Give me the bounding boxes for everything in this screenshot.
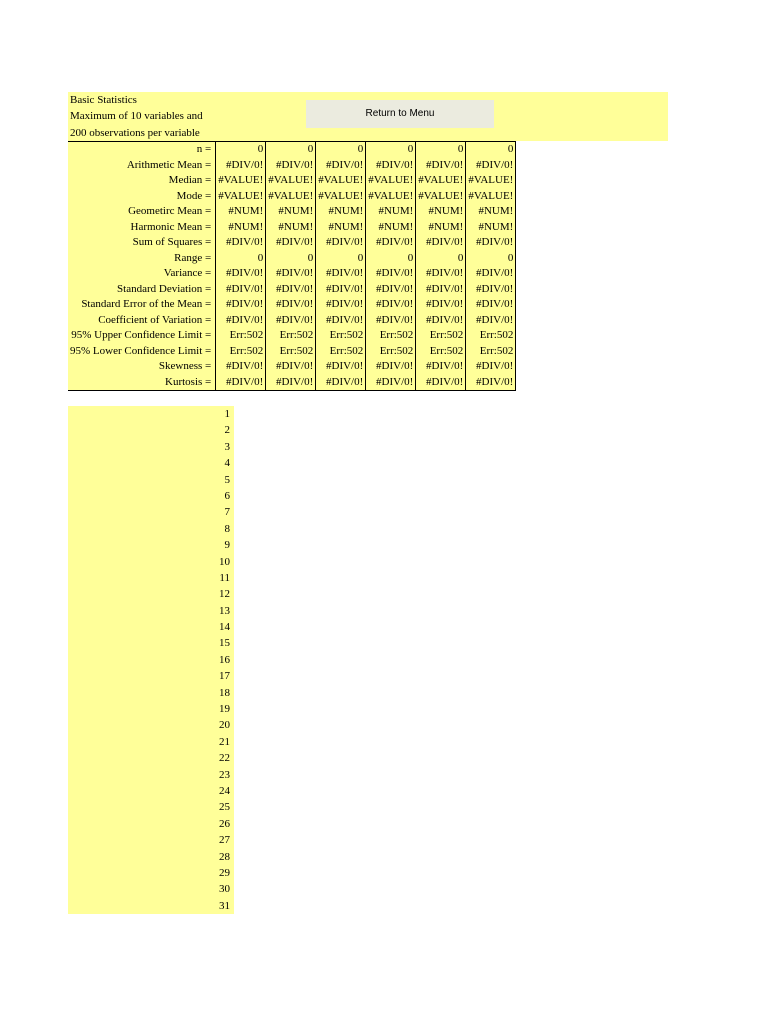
stat-value-cell[interactable]: #DIV/0! — [416, 359, 466, 375]
stat-value-cell[interactable]: #DIV/0! — [266, 266, 316, 282]
stat-value-cell[interactable]: 0 — [466, 251, 516, 267]
stat-label[interactable]: Arithmetic Mean = — [68, 158, 216, 174]
observation-row-number[interactable]: 2 — [224, 424, 230, 437]
stat-value-cell[interactable]: #DIV/0! — [466, 282, 516, 298]
stat-label[interactable]: Harmonic Mean = — [68, 220, 216, 236]
stat-value-cell[interactable]: Err:502 — [416, 328, 466, 344]
observation-row-number[interactable]: 28 — [219, 850, 230, 863]
observation-row-number[interactable]: 13 — [219, 604, 230, 617]
stat-row — [68, 189, 516, 205]
stat-row — [68, 235, 516, 251]
stat-row — [68, 142, 516, 158]
stat-value-cell[interactable]: #DIV/0! — [416, 282, 466, 298]
stat-value-cell[interactable]: #NUM! — [366, 204, 416, 220]
stat-value-cell[interactable]: #NUM! — [316, 204, 366, 220]
stat-value-cell[interactable]: #DIV/0! — [266, 297, 316, 313]
stat-value-cell[interactable]: #NUM! — [466, 204, 516, 220]
stat-value-cell[interactable]: 0 — [316, 251, 366, 267]
observation-row-number[interactable]: 29 — [219, 866, 230, 879]
stat-value-cell[interactable]: #DIV/0! — [466, 313, 516, 329]
stat-value-cell[interactable]: #VALUE! — [316, 173, 366, 189]
observation-row-number[interactable]: 7 — [224, 506, 230, 519]
sheet-title: Basic Statistics — [70, 94, 137, 106]
stat-value-cell[interactable]: 0 — [266, 251, 316, 267]
stat-value-cell[interactable]: #DIV/0! — [366, 282, 416, 298]
stat-value-cell[interactable]: #DIV/0! — [266, 158, 316, 174]
stat-value-cell[interactable]: #DIV/0! — [316, 313, 366, 329]
stat-row — [68, 266, 516, 282]
stat-value-cell[interactable]: #DIV/0! — [366, 266, 416, 282]
observation-row-number[interactable]: 31 — [219, 899, 230, 912]
stat-row — [68, 251, 516, 267]
stat-value-cell[interactable]: #NUM! — [266, 204, 316, 220]
observation-row-number[interactable]: 20 — [219, 719, 230, 732]
stat-row — [68, 158, 516, 174]
stat-value-cell[interactable]: #DIV/0! — [366, 158, 416, 174]
stat-label[interactable]: Variance = — [68, 266, 216, 282]
stat-value-cell[interactable]: #NUM! — [216, 204, 266, 220]
stat-value-cell[interactable]: #DIV/0! — [216, 313, 266, 329]
stat-row — [68, 375, 516, 391]
stat-value-cell[interactable]: #DIV/0! — [216, 297, 266, 313]
stat-value-cell[interactable]: #NUM! — [416, 204, 466, 220]
stat-row — [68, 328, 516, 344]
stat-value-cell[interactable]: #DIV/0! — [416, 158, 466, 174]
observation-row-number[interactable]: 12 — [219, 588, 230, 601]
stat-row — [68, 344, 516, 360]
stat-label[interactable]: 95% Lower Confidence Limit = — [68, 344, 216, 360]
stat-value-cell[interactable]: #DIV/0! — [316, 359, 366, 375]
stat-label[interactable]: Kurtosis = — [68, 375, 216, 391]
stat-value-cell[interactable]: #DIV/0! — [466, 235, 516, 251]
observation-row-numbers — [68, 406, 234, 914]
stat-label[interactable]: Median = — [68, 173, 216, 189]
observation-row-number[interactable]: 9 — [224, 539, 230, 552]
stat-value-cell[interactable]: #DIV/0! — [466, 158, 516, 174]
stat-value-cell[interactable]: #NUM! — [216, 220, 266, 236]
stat-value-cell[interactable]: #NUM! — [416, 220, 466, 236]
stat-value-cell[interactable]: #DIV/0! — [416, 235, 466, 251]
stat-value-cell[interactable]: #DIV/0! — [366, 375, 416, 391]
stat-value-cell[interactable]: #DIV/0! — [366, 313, 416, 329]
observation-row-number[interactable]: 30 — [219, 883, 230, 896]
stat-value-cell[interactable]: #DIV/0! — [216, 266, 266, 282]
observation-row-number[interactable]: 24 — [219, 784, 230, 797]
stat-value-cell[interactable]: #DIV/0! — [366, 359, 416, 375]
stat-value-cell[interactable]: 0 — [316, 142, 366, 158]
stat-value-cell[interactable]: #DIV/0! — [316, 375, 366, 391]
stat-value-cell[interactable]: #VALUE! — [466, 189, 516, 205]
stat-label[interactable]: Geometirc Mean = — [68, 204, 216, 220]
stat-value-cell[interactable]: Err:502 — [266, 328, 316, 344]
stat-value-cell[interactable]: #DIV/0! — [266, 282, 316, 298]
stat-row — [68, 313, 516, 329]
sheet-note-line-2: 200 observations per variable — [70, 127, 200, 139]
observation-row-number[interactable]: 5 — [224, 473, 230, 486]
stat-value-cell[interactable]: 0 — [416, 251, 466, 267]
observation-row-number[interactable]: 18 — [219, 686, 230, 699]
stat-row — [68, 297, 516, 313]
sheet-note-line-1: Maximum of 10 variables and — [70, 110, 203, 122]
stat-value-cell[interactable]: 0 — [366, 251, 416, 267]
observation-row-number[interactable]: 22 — [219, 752, 230, 765]
observation-row-number[interactable]: 23 — [219, 768, 230, 781]
stat-value-cell[interactable]: #DIV/0! — [316, 297, 366, 313]
stat-row — [68, 359, 516, 375]
stat-label[interactable]: Range = — [68, 251, 216, 267]
stat-value-cell[interactable]: #DIV/0! — [366, 297, 416, 313]
stat-value-cell[interactable]: #NUM! — [266, 220, 316, 236]
stat-value-cell[interactable]: #DIV/0! — [216, 235, 266, 251]
observation-row-number[interactable]: 1 — [224, 408, 230, 420]
stat-value-cell[interactable]: #DIV/0! — [416, 297, 466, 313]
stat-value-cell[interactable]: #DIV/0! — [216, 282, 266, 298]
observation-row-number[interactable]: 26 — [219, 817, 230, 830]
stat-value-cell[interactable]: Err:502 — [366, 344, 416, 360]
return-to-menu-button[interactable]: Return to Menu — [306, 100, 494, 128]
stat-value-cell[interactable]: #DIV/0! — [266, 235, 316, 251]
stat-value-cell[interactable]: #VALUE! — [366, 173, 416, 189]
observation-row-number[interactable]: 27 — [219, 834, 230, 847]
observation-row-number[interactable]: 3 — [224, 440, 230, 453]
observation-row-number[interactable]: 6 — [224, 489, 230, 502]
stat-value-cell[interactable]: #NUM! — [316, 220, 366, 236]
stat-value-cell[interactable]: #VALUE! — [316, 189, 366, 205]
header-block — [68, 92, 668, 141]
stat-value-cell[interactable]: #DIV/0! — [316, 158, 366, 174]
stat-value-cell[interactable]: Err:502 — [466, 328, 516, 344]
stat-label[interactable]: n = — [68, 142, 216, 158]
stat-label[interactable]: 95% Upper Confidence Limit = — [68, 328, 216, 344]
stat-value-cell[interactable]: #DIV/0! — [466, 266, 516, 282]
stat-value-cell[interactable]: #DIV/0! — [416, 375, 466, 391]
stat-value-cell[interactable]: 0 — [216, 142, 266, 158]
stat-value-cell[interactable]: #DIV/0! — [266, 359, 316, 375]
stat-value-cell[interactable]: #DIV/0! — [316, 266, 366, 282]
stat-value-cell[interactable]: Err:502 — [466, 344, 516, 360]
stat-value-cell[interactable]: #DIV/0! — [416, 266, 466, 282]
stat-value-cell[interactable]: 0 — [416, 142, 466, 158]
observation-row-number[interactable]: 17 — [219, 670, 230, 683]
stat-value-cell[interactable]: #DIV/0! — [216, 375, 266, 391]
stat-label[interactable]: Mode = — [68, 189, 216, 205]
stat-row — [68, 282, 516, 298]
stat-value-cell[interactable]: Err:502 — [416, 344, 466, 360]
stat-value-cell[interactable]: #VALUE! — [466, 173, 516, 189]
observation-row-number[interactable]: 25 — [219, 801, 230, 814]
observation-row-number[interactable]: 11 — [219, 571, 230, 584]
observation-row-number[interactable]: 19 — [219, 703, 230, 716]
statistics-table — [68, 141, 516, 391]
observation-row-number[interactable]: 14 — [219, 621, 230, 634]
observation-row-number[interactable]: 16 — [219, 653, 230, 666]
stat-value-cell[interactable]: #DIV/0! — [416, 313, 466, 329]
stat-value-cell[interactable]: #DIV/0! — [316, 282, 366, 298]
stat-value-cell[interactable]: 0 — [266, 142, 316, 158]
stat-value-cell[interactable]: #DIV/0! — [216, 359, 266, 375]
stat-value-cell[interactable]: 0 — [466, 142, 516, 158]
stat-value-cell[interactable]: #DIV/0! — [266, 375, 316, 391]
stat-value-cell[interactable]: Err:502 — [216, 328, 266, 344]
stat-value-cell[interactable]: #DIV/0! — [216, 158, 266, 174]
stat-row — [68, 204, 516, 220]
stat-value-cell[interactable]: #NUM! — [366, 220, 416, 236]
observation-row-number[interactable]: 10 — [219, 555, 230, 568]
stat-value-cell[interactable]: Err:502 — [316, 328, 366, 344]
stat-value-cell[interactable]: Err:502 — [216, 344, 266, 360]
observation-row-number[interactable]: 21 — [219, 735, 230, 748]
stat-value-cell[interactable]: #VALUE! — [416, 173, 466, 189]
observation-row-number[interactable]: 8 — [224, 522, 230, 535]
stat-label[interactable]: Standard Error of the Mean = — [68, 297, 216, 313]
stat-value-cell[interactable]: #VALUE! — [216, 173, 266, 189]
stat-value-cell[interactable]: #VALUE! — [416, 189, 466, 205]
stat-value-cell[interactable]: Err:502 — [366, 328, 416, 344]
stat-label[interactable]: Skewness = — [68, 359, 216, 375]
stat-value-cell[interactable]: #DIV/0! — [366, 235, 416, 251]
stat-label[interactable]: Standard Deviation = — [68, 282, 216, 298]
observation-row-number[interactable]: 15 — [219, 637, 230, 650]
stat-value-cell[interactable]: #DIV/0! — [466, 297, 516, 313]
stat-value-cell[interactable]: #NUM! — [466, 220, 516, 236]
stat-value-cell[interactable]: #VALUE! — [216, 189, 266, 205]
stat-value-cell[interactable]: 0 — [216, 251, 266, 267]
stat-value-cell[interactable]: #DIV/0! — [266, 313, 316, 329]
stat-value-cell[interactable]: #VALUE! — [266, 189, 316, 205]
stat-value-cell[interactable]: Err:502 — [316, 344, 366, 360]
stat-value-cell[interactable]: #DIV/0! — [466, 359, 516, 375]
stat-value-cell[interactable]: #VALUE! — [266, 173, 316, 189]
stat-value-cell[interactable]: 0 — [366, 142, 416, 158]
stat-row — [68, 173, 516, 189]
stat-label[interactable]: Sum of Squares = — [68, 235, 216, 251]
stat-value-cell[interactable]: #VALUE! — [366, 189, 416, 205]
stat-row — [68, 220, 516, 236]
stat-value-cell[interactable]: #DIV/0! — [316, 235, 366, 251]
stat-value-cell[interactable]: Err:502 — [266, 344, 316, 360]
stat-value-cell[interactable]: #DIV/0! — [466, 375, 516, 391]
stat-label[interactable]: Coefficient of Variation = — [68, 313, 216, 329]
observation-row-number[interactable]: 4 — [224, 457, 230, 470]
